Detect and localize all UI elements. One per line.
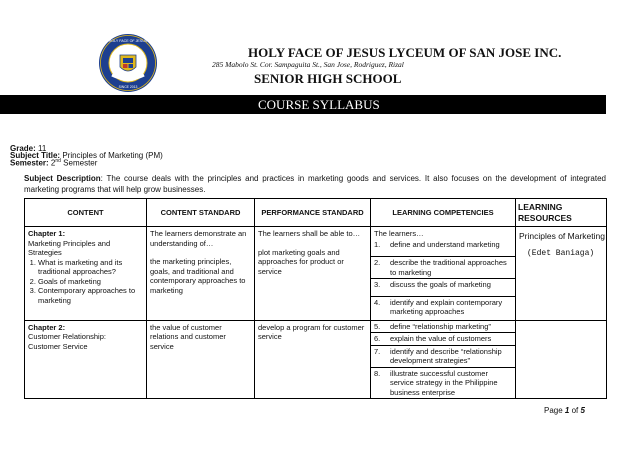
chapter-label: Chapter 2: (28, 322, 66, 332)
school-name: HOLY FACE OF JESUS LYCEUM OF SAN JOSE INC. (248, 45, 562, 60)
chapter-1-competencies (371, 227, 516, 321)
course-syllabus-banner (0, 95, 606, 114)
chapter-title: Customer Relationship: (28, 332, 106, 341)
header-learning-competencies: LEARNING COMPETENCIES (371, 199, 516, 227)
list-item: 3. Contemporary approaches to marketing (38, 286, 143, 305)
school-seal-logo (98, 33, 158, 93)
chapter-2-performance (255, 320, 371, 399)
subject-description-text: : The course deals with the principles and practices in marketing goods and services. It also focuses on the development of integrated marketing programs that will help grow businesses. (24, 174, 606, 194)
table-row (25, 227, 607, 321)
table-header-row (25, 199, 607, 227)
topic-list (28, 258, 143, 306)
chapter-1-performance (255, 227, 371, 321)
performance-text: plot marketing goals and approaches for product or service (258, 247, 344, 276)
semester-text: Semester (63, 158, 98, 168)
list-item (371, 257, 515, 279)
list-item: 1. What is marketing and its traditional approaches? (38, 258, 143, 277)
competency-number: 4. (374, 297, 381, 307)
competency-number: 3. (374, 280, 381, 289)
competency-text: identify and describe “relationship development strategies” (390, 346, 502, 365)
chapter-2-resources (516, 320, 607, 399)
syllabus-table (24, 198, 607, 399)
performance-intro: The learners shall be able to… (258, 229, 361, 238)
competency-number: 1. (374, 239, 381, 249)
chapter-1-standard (147, 227, 255, 321)
list-item (371, 321, 515, 334)
list-item (371, 279, 515, 297)
standard-text: the value of customer relations and customer service (150, 322, 226, 351)
school-address: 285 Mabolo St. Cor. Sampaguita St., San Jose, Rodriguez, Rizal (212, 60, 404, 69)
page-of: of (571, 406, 579, 415)
banner-title: COURSE SYLLABUS (258, 97, 380, 112)
list-item: 2. Goals of marketing (38, 277, 143, 287)
subject-title-label: Subject Title: (10, 151, 61, 160)
competency-number: 6. (374, 334, 381, 343)
chapter-1-resources (516, 227, 607, 321)
competency-text: define “relationship marketing” (390, 321, 491, 331)
competency-number: 2. (374, 258, 381, 267)
subject-description (24, 173, 606, 195)
header-content: CONTENT (25, 199, 147, 227)
list-item (371, 368, 515, 399)
page-number (544, 406, 585, 415)
competency-text: describe the traditional approaches to marketing (390, 258, 507, 277)
resource-author: (Edet Baniaga) (527, 248, 595, 258)
chapter-title: Marketing Principles and (28, 238, 111, 248)
chapter-2-standard (147, 320, 255, 399)
list-item (371, 333, 515, 346)
competency-number: 8. (374, 368, 381, 378)
competency-text: discuss the goals of marketing (390, 280, 491, 289)
standard-intro: The learners demonstrate an understanding of… (150, 229, 247, 248)
svg-text:HOLY FACE OF JESUS: HOLY FACE OF JESUS (108, 39, 148, 43)
grade-label: Grade: (10, 144, 36, 153)
chapter-label: Chapter 1: (28, 229, 66, 238)
resource-title: Principles of Marketing (519, 231, 605, 241)
page-current: 1 (564, 406, 570, 415)
semester-label: Semester: (10, 158, 49, 168)
chapter-title: Customer Service (28, 341, 88, 351)
semester-suffix: nd (55, 158, 61, 164)
chapter-2-content (25, 320, 147, 399)
chapter-title: Strategies (28, 248, 62, 257)
competency-number: 7. (374, 346, 381, 356)
competency-text: identify and explain contemporary marketing approaches (390, 297, 503, 316)
competency-number: 5. (374, 321, 381, 331)
standard-text: the marketing principles, goals, and traditional and contemporary approaches to marketing (150, 257, 246, 295)
table-row (25, 320, 607, 399)
semester-number: 2 (50, 158, 56, 168)
subject-title-value: Principles of Marketing (PM) (62, 151, 163, 160)
competency-text: illustrate successful customer service strategy in the Philippine business enterprise (390, 368, 498, 397)
list-item (371, 297, 515, 320)
competency-intro: The learners… (374, 229, 424, 238)
chapter-1-content (25, 227, 147, 321)
header-content-standard: CONTENT STANDARD (147, 199, 255, 227)
subject-description-label: Subject Description (24, 174, 101, 183)
list-item (371, 346, 515, 368)
subject-row (10, 151, 163, 160)
grade-value: 11 (38, 144, 47, 153)
page-label: Page (544, 406, 563, 415)
competency-text: define and understand marketing (390, 239, 500, 249)
page-total: 5 (580, 406, 585, 415)
competency-text: explain the value of customers (390, 334, 492, 343)
performance-text: develop a program for customer service (258, 322, 365, 341)
svg-text:SINCE 2013: SINCE 2013 (118, 85, 138, 89)
header-performance-standard: PERFORMANCE STANDARD (255, 199, 371, 227)
department-title: SENIOR HIGH SCHOOL (254, 71, 402, 86)
header-learning-resources: LEARNING RESOURCES (516, 199, 607, 227)
chapter-2-competencies (371, 320, 516, 399)
list-item (371, 239, 515, 258)
